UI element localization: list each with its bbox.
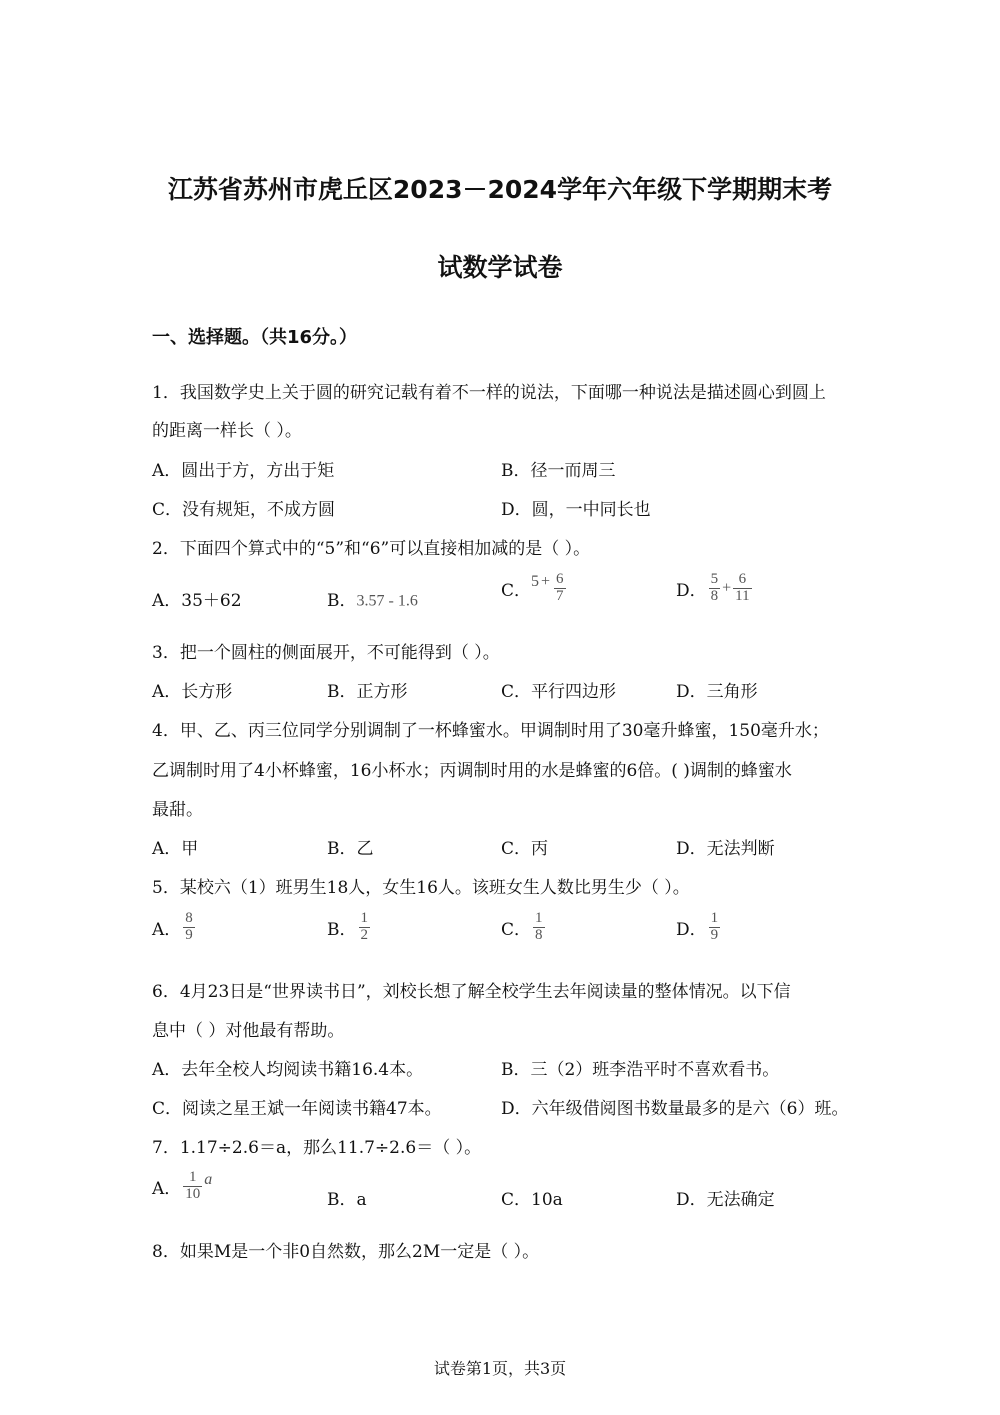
question-3-line1: 3．把一个圆柱的侧面展开，不可能得到（ ）。 <box>152 643 500 663</box>
q6-option-b[interactable]: B．三（2）班李浩平时不喜欢看书。 <box>501 1060 780 1080</box>
q7-option-a-label: A． <box>152 1178 182 1199</box>
q4-option-a[interactable]: A．甲 <box>152 839 199 859</box>
fraction-denominator: 2 <box>360 926 368 943</box>
question-7-line1: 7．1.17÷2.6＝a，那么11.7÷2.6＝（ ）。 <box>152 1138 482 1158</box>
question-6-line2: 息中（ ）对他最有帮助。 <box>152 1021 345 1041</box>
q1-option-d[interactable]: D．圆，一中同长也 <box>501 500 651 520</box>
q2-option-d-fraction-1 <box>709 572 721 605</box>
q5-option-c[interactable] <box>501 911 547 944</box>
q3-option-d[interactable]: D．三角形 <box>676 682 758 702</box>
exam-title-line1: 江苏省苏州市虎丘区2023－2024学年六年级下学期期末考 <box>167 175 833 204</box>
question-4-line3: 最甜。 <box>152 800 203 820</box>
q2-option-d-fraction-2 <box>733 572 751 605</box>
q2-option-d-label: D． <box>676 580 707 601</box>
fraction-denominator: 9 <box>185 926 193 943</box>
q2-option-b-label: B． <box>327 591 357 611</box>
fraction-denominator: 11 <box>735 587 750 604</box>
q7-option-d[interactable]: D．无法确定 <box>676 1190 775 1210</box>
fraction-numerator: 1 <box>360 910 368 926</box>
q7-option-a-fraction <box>183 1170 202 1203</box>
q5-option-c-fraction <box>533 911 545 944</box>
q1-option-c[interactable]: C．没有规矩，不成方圆 <box>152 500 336 520</box>
question-6-line1: 6．4月23日是“世界读书日”，刘校长想了解全校学生去年阅读量的整体情况。以下信 <box>152 982 791 1002</box>
fraction-numerator: 8 <box>185 910 193 926</box>
question-8-line1: 8．如果M是一个非0自然数，那么2M一定是（ ）。 <box>152 1242 540 1262</box>
fraction-denominator: 10 <box>185 1185 201 1202</box>
q1-option-a[interactable]: A．圆出于方，方出于矩 <box>152 461 335 481</box>
q2-option-d-op: + <box>722 579 732 597</box>
q2-option-a[interactable]: A．35＋62 <box>152 591 242 611</box>
q5-option-b-fraction <box>359 911 371 944</box>
q7-option-c[interactable]: C．10a <box>501 1190 563 1210</box>
q2-option-c-op: + <box>541 573 551 591</box>
q2-option-d[interactable] <box>676 572 754 605</box>
q5-option-d-label: D． <box>676 919 707 940</box>
page-footer: 试卷第1页，共3页 <box>433 1359 567 1378</box>
q5-option-c-label: C． <box>501 919 532 940</box>
q4-option-d[interactable]: D．无法判断 <box>676 839 775 859</box>
q7-option-a[interactable] <box>152 1170 212 1203</box>
fraction-denominator: 8 <box>710 587 719 604</box>
q5-option-b-label: B． <box>327 919 357 940</box>
fraction-denominator: 9 <box>710 926 719 943</box>
fraction-denominator: 7 <box>556 587 564 604</box>
fraction-numerator: 1 <box>710 910 719 926</box>
section-heading: 一、选择题。（共16分。） <box>152 327 358 348</box>
question-1-line2: 的距离一样长（ ）。 <box>152 421 302 441</box>
q3-option-c[interactable]: C．平行四边形 <box>501 682 617 702</box>
fraction-numerator: 6 <box>738 571 747 587</box>
q2-option-c-fraction <box>554 572 566 605</box>
question-5-line1: 5．某校六（1）班男生18人，女生16人。该班女生人数比男生少（ ）。 <box>152 878 690 898</box>
exam-title-line2: 试数学试卷 <box>437 253 563 282</box>
question-4-line1: 4．甲、乙、丙三位同学分别调制了一杯蜂蜜水。甲调制时用了30毫升蜂蜜，150毫升水； <box>152 721 829 741</box>
question-1-line1: 1．我国数学史上关于圆的研究记载有着不一样的说法，下面哪一种说法是描述圆心到圆上 <box>152 383 826 403</box>
q5-option-a-label: A． <box>152 919 182 940</box>
q2-option-c[interactable] <box>501 572 568 605</box>
q4-option-c[interactable]: C．丙 <box>501 839 549 859</box>
q3-option-a[interactable]: A．长方形 <box>152 682 233 702</box>
q3-option-b[interactable]: B．正方形 <box>327 682 408 702</box>
q7-option-a-variable: a <box>204 1171 213 1189</box>
q5-option-b[interactable] <box>327 911 372 944</box>
q7-option-b[interactable]: B．a <box>327 1190 367 1210</box>
q2-option-b[interactable] <box>327 586 418 611</box>
fraction-numerator: 5 <box>710 571 719 587</box>
fraction-denominator: 8 <box>535 926 543 943</box>
fraction-numerator: 1 <box>535 910 543 926</box>
q6-option-a[interactable]: A．去年全校人均阅读书籍16.4本。 <box>152 1060 424 1080</box>
q2-option-b-expression: 3.57 - 1.6 <box>356 592 418 610</box>
q2-option-c-whole: 5 <box>531 573 540 591</box>
q5-option-d-fraction <box>709 911 721 944</box>
q1-option-b[interactable]: B．径一而周三 <box>501 461 616 481</box>
q5-option-a[interactable] <box>152 911 197 944</box>
fraction-numerator: 1 <box>189 1169 197 1185</box>
question-2-line1: 2．下面四个算式中的“5”和“6”可以直接相加减的是（ ）。 <box>152 539 591 559</box>
q6-option-c[interactable]: C．阅读之星王斌一年阅读书籍47本。 <box>152 1099 442 1119</box>
q2-option-c-label: C． <box>501 580 532 601</box>
question-4-line2: 乙调制时用了4小杯蜂蜜，16小杯水；丙调制时用的水是蜂蜜的6倍。( )调制的蜂蜜水 <box>152 761 792 781</box>
q5-option-d[interactable] <box>676 911 722 944</box>
fraction-numerator: 6 <box>556 571 564 587</box>
q4-option-b[interactable]: B．乙 <box>327 839 374 859</box>
q5-option-a-fraction <box>183 911 195 944</box>
q6-option-d[interactable]: D．六年级借阅图书数量最多的是六（6）班。 <box>501 1099 849 1119</box>
